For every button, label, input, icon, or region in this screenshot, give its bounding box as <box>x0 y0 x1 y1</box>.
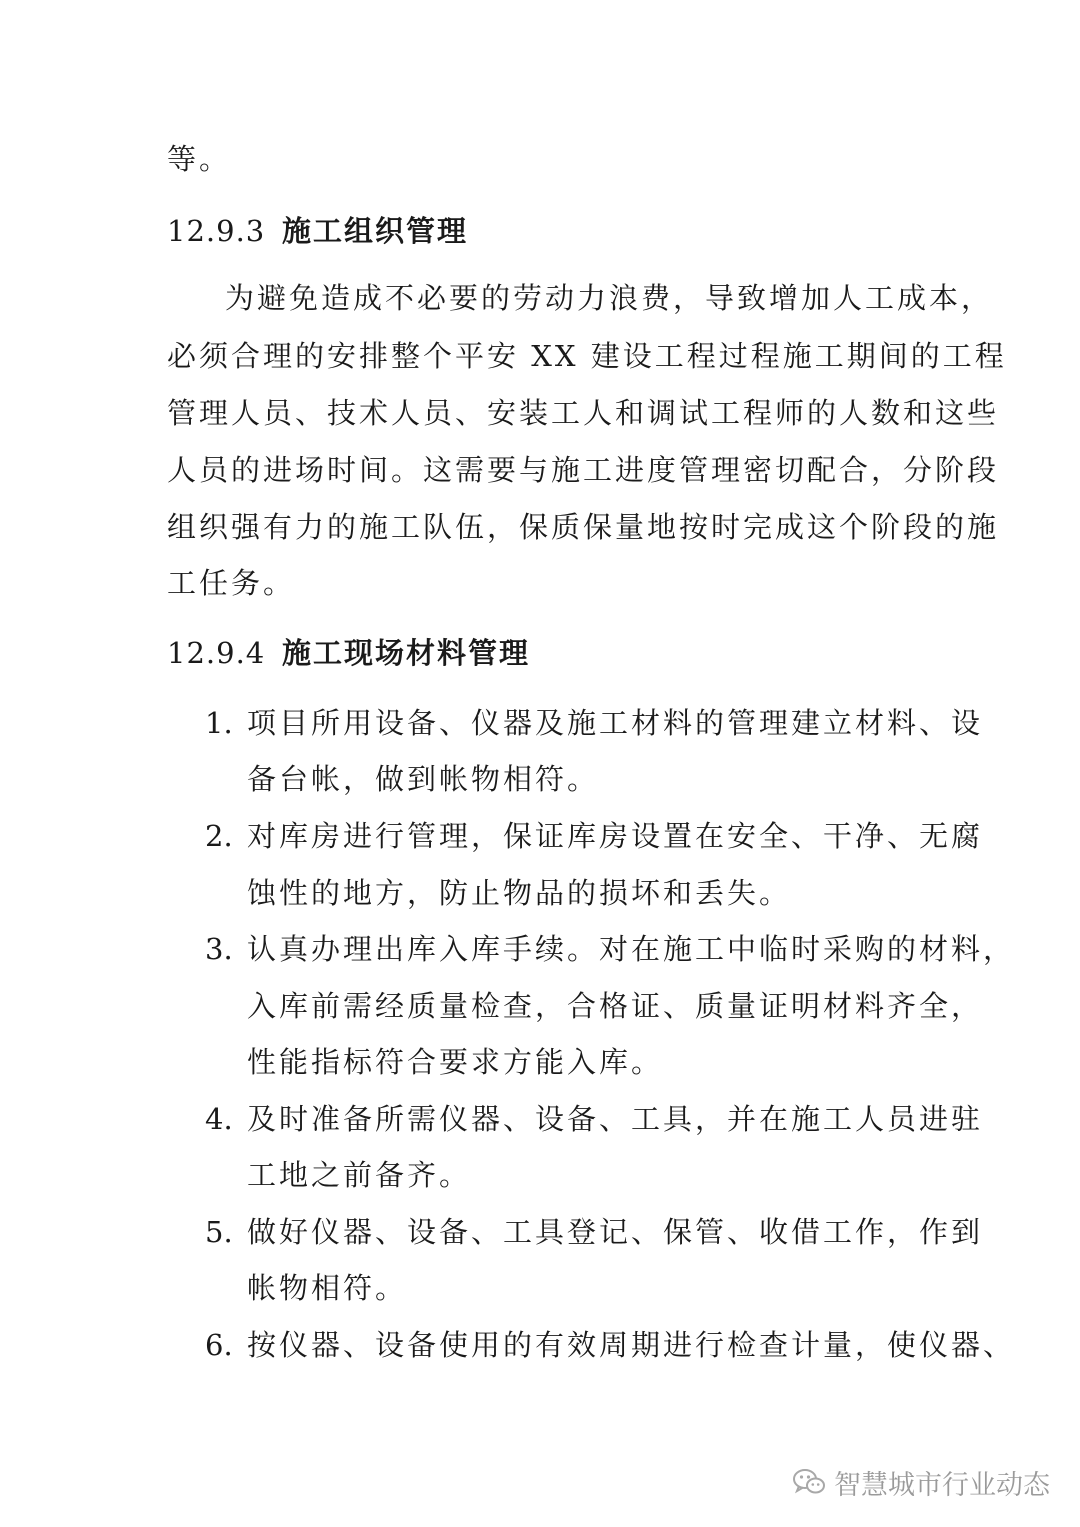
list-item-line: 工地之前备齐。 <box>247 1158 472 1192</box>
list-item-line: 蚀性的地方，防止物品的损坏和丢失。 <box>247 876 792 910</box>
list-item-line: 按仪器、设备使用的有效周期进行检查计量，使仪器、 <box>247 1328 1016 1362</box>
section-title: 施工组织管理 <box>282 214 469 248</box>
list-item-line: 及时准备所需仪器、设备、工具，并在施工人员进驻 <box>247 1102 984 1136</box>
paragraph-line: 组织强有力的施工队伍，保质保量地按时完成这个阶段的施 <box>167 510 1000 544</box>
list-item-number: 2. <box>205 819 233 853</box>
list-item-line: 认真办理出库入库手续。对在施工中临时采购的材料， <box>247 932 1016 966</box>
list-item-number: 5. <box>205 1215 233 1249</box>
watermark-text: 智慧城市行业动态 <box>834 1469 1050 1501</box>
section-heading-12-9-4 <box>167 636 530 670</box>
section-number: 12.9.3 <box>167 214 266 248</box>
list-item-line: 对库房进行管理，保证库房设置在安全、干净、无腐 <box>247 819 984 853</box>
section-number: 12.9.4 <box>167 636 266 670</box>
section-heading-12-9-3 <box>167 214 468 248</box>
list-item-number: 1. <box>205 706 233 740</box>
paragraph-tail: 等。 <box>167 142 232 176</box>
paragraph-line: 必须合理的安排整个平安 XX 建设工程过程施工期间的工程 <box>167 339 1007 373</box>
paragraph-line: 为避免造成不必要的劳动力浪费，导致增加人工成本， <box>225 281 994 315</box>
wechat-icon <box>792 1467 826 1497</box>
list-item-number: 6. <box>205 1328 233 1362</box>
list-item-number: 3. <box>205 932 233 966</box>
list-item-line: 帐物相符。 <box>247 1271 408 1305</box>
paragraph-line: 工任务。 <box>167 566 296 600</box>
list-item-line: 备台帐，做到帐物相符。 <box>247 762 600 796</box>
paragraph-line: 人员的进场时间。这需要与施工进度管理密切配合，分阶段 <box>167 453 1000 487</box>
paragraph-line: 管理人员、技术人员、安装工人和调试工程师的人数和这些 <box>167 396 1000 430</box>
list-item-line: 入库前需经质量检查，合格证、质量证明材料齐全， <box>247 989 984 1023</box>
list-item-line: 做好仪器、设备、工具登记、保管、收借工作，作到 <box>247 1215 984 1249</box>
list-item-number: 4. <box>205 1102 233 1136</box>
list-item-line: 项目所用设备、仪器及施工材料的管理建立材料、设 <box>247 706 984 740</box>
section-title: 施工现场材料管理 <box>282 636 531 670</box>
list-item-line: 性能指标符合要求方能入库。 <box>247 1045 664 1079</box>
watermark <box>792 1462 1050 1502</box>
